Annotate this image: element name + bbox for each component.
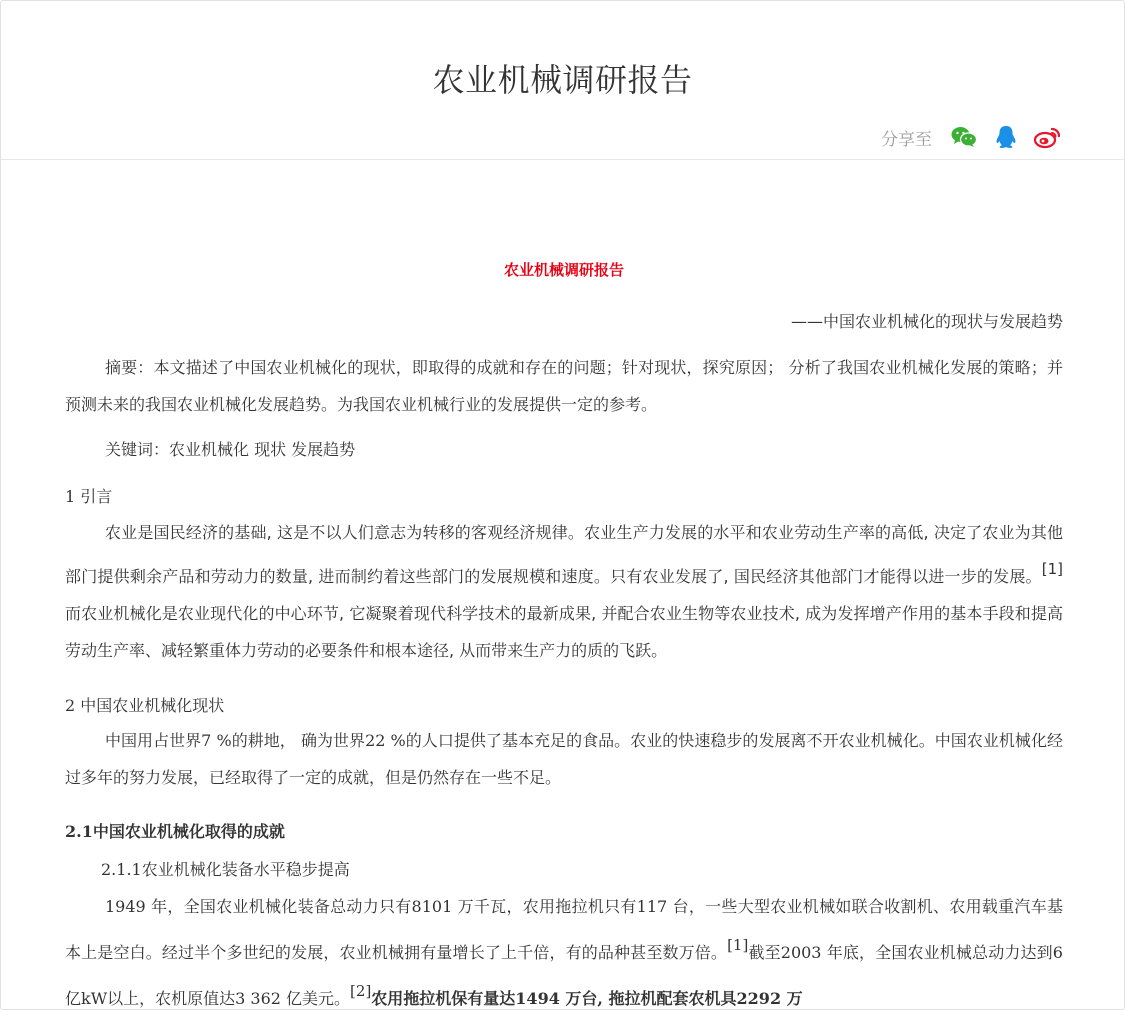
section-2-1-1-text-a: 1949 年，全国农业机械化装备总动力只有8101 万千瓦，农用拖拉机只有117 台，一些大型农业机械如联合收割机、农用载重汽车基本上是空白。经过半个多世纪的发展，农业机械拥有量增长了上千倍，有的品种甚至数万倍。 (65, 897, 1063, 962)
section-2-1-1-text-b: 截至2003 年底，全国农业机械总动力达到6 亿kW以上，农机原值达3 362 亿美元。 (65, 943, 1063, 1008)
section-1-text-b: 而农业机械化是农业现代化的中心环节, 它凝聚着现代科学技术的最新成果, 并配合农业生物等农业技术, 成为发挥增产作用的基本手段和提高劳动生产率、减轻繁重体力劳动的必要条件和根本途径, 从而带来生产力的质的飞跃。 (65, 604, 1063, 660)
page-title: 农业机械调研报告 (432, 61, 693, 99)
reference-1[interactable]: [1] (1041, 560, 1063, 578)
reference-3[interactable]: [2] (350, 982, 372, 1000)
section-1-heading: 1 引言 (65, 487, 113, 506)
wechat-icon[interactable] (950, 123, 978, 151)
keywords-paragraph: 关键词：农业机械化 现状 发展趋势 (105, 440, 356, 459)
reference-2[interactable]: [1] (727, 936, 749, 954)
share-label: 分享至 (881, 129, 932, 150)
section-2-1-1-heading: 2.1.1农业机械化装备水平稳步提高 (101, 860, 350, 879)
article-subtitle: ——中国农业机械化的现状与发展趋势 (790, 312, 1063, 331)
weibo-icon[interactable] (1034, 123, 1062, 151)
section-1-paragraph (65, 514, 1063, 669)
section-1-text-a: 农业是国民经济的基础, 这是不以人们意志为转移的客观经济规律。农业生产力发展的水平和农业劳动生产率的高低, 决定了农业为其他部门提供剩余产品和劳动力的数量, 进而制约着这些部门的发展规模和速度。只有农业发展了, 国民经济其他部门才能得以进一步的发展。 (65, 523, 1063, 586)
section-2-1-heading: 2.1中国农业机械化取得的成就 (65, 822, 285, 841)
article-title: 农业机械调研报告 (503, 261, 624, 279)
abstract-paragraph: 摘要：本文描述了中国农业机械化的现状，即取得的成就和存在的问题；针对现状，探究原因； 分析了我国农业机械化发展的策略；并预测未来的我国农业机械化发展趋势。为我国农业机械行业的发展提供一定的参考。 (65, 358, 1063, 414)
section-2-1-1-paragraph (65, 887, 1063, 1018)
share-bar (881, 123, 1062, 151)
qq-icon[interactable] (992, 123, 1020, 151)
document-header (1, 1, 1124, 160)
section-2-heading: 2 中国农业机械化现状 (65, 696, 225, 715)
section-2-1-1-text-c: 农用拖拉机保有量达1494 万台, 拖拉机配套农机具2292 万 (371, 989, 803, 1008)
section-2-paragraph: 中国用占世界7 %的耕地， 确为世界22 %的人口提供了基本充足的食品。农业的快速稳步的发展离不开农业机械化。中国农业机械化经过多年的努力发展，已经取得了一定的成就，但是仍然存在一些不足。 (65, 731, 1063, 787)
